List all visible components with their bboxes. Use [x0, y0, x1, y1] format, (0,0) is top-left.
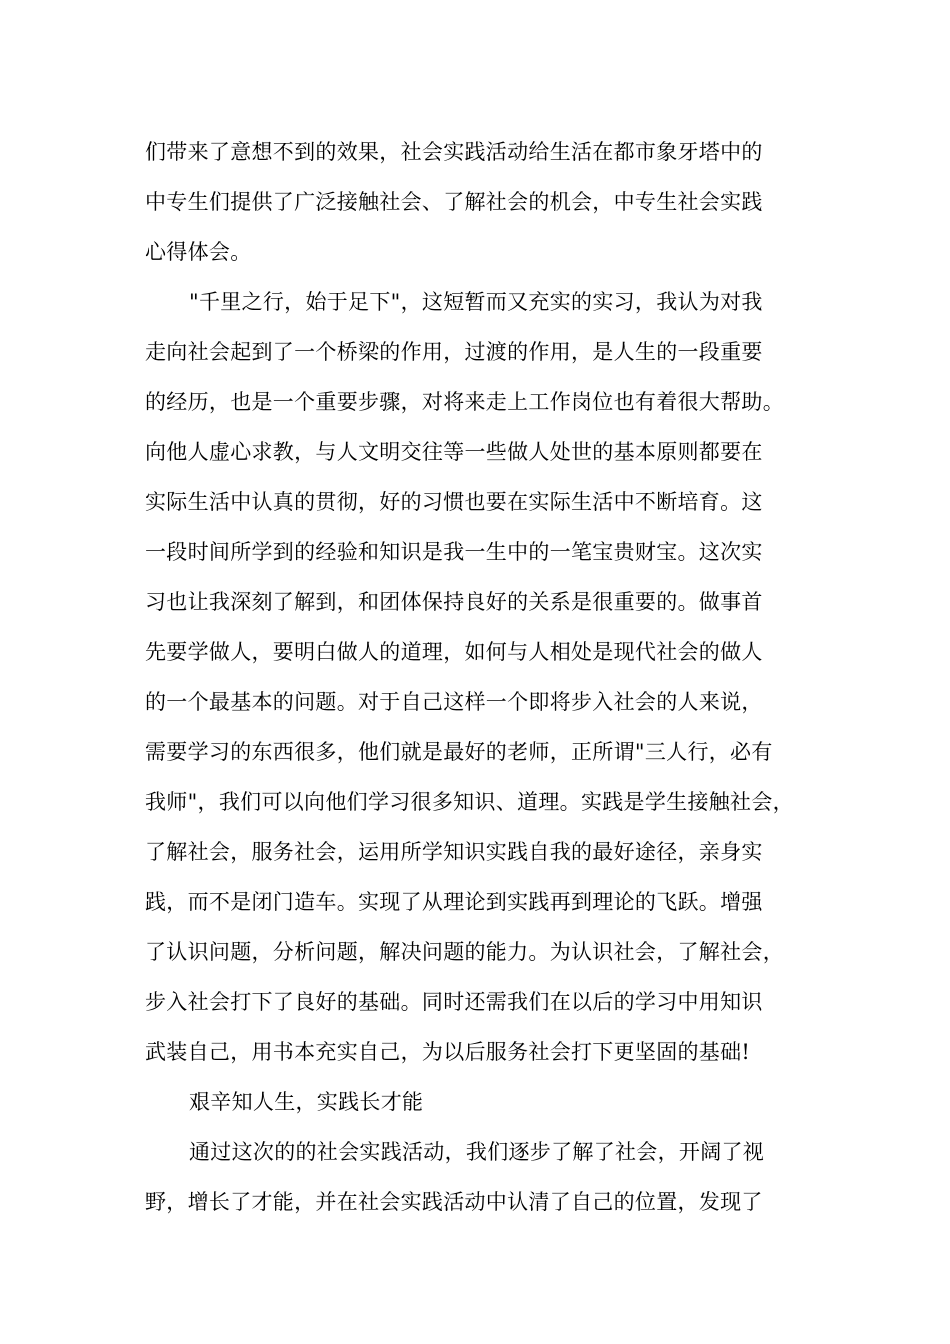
- text-line: 了认识问题，分析问题，解决问题的能力。为认识社会，了解社会，: [145, 940, 784, 964]
- text-line: 中专生们提供了广泛接触社会、了解社会的机会，中专生社会实践: [145, 190, 763, 214]
- paragraph-start-line: "千里之行，始于足下"，这短暂而又充实的实习，我认为对我: [189, 290, 763, 314]
- text-line: 实际生活中认真的贯彻，好的习惯也要在实际生活中不断培育。这: [145, 490, 763, 514]
- text-line: 向他人虚心求教，与人文明交往等一些做人处世的基本原则都要在: [145, 440, 763, 464]
- text-line: 一段时间所学到的经验和知识是我一生中的一笔宝贵财宝。这次实: [145, 540, 763, 564]
- text-line: 步入社会打下了良好的基础。同时还需我们在以后的学习中用知识: [145, 990, 763, 1014]
- text-line: 武装自己，用书本充实自己，为以后服务社会打下更坚固的基础!: [145, 1040, 751, 1064]
- section-heading: 艰辛知人生，实践长才能: [189, 1090, 424, 1114]
- paragraph-start-line: 通过这次的的社会实践活动，我们逐步了解了社会，开阔了视: [189, 1140, 765, 1164]
- text-line: 我师"，我们可以向他们学习很多知识、道理。实践是学生接触社会，: [145, 790, 794, 814]
- text-line: 需要学习的东西很多，他们就是最好的老师，正所谓"三人行，必有: [145, 740, 773, 764]
- text-line: 习也让我深刻了解到，和团体保持良好的关系是很重要的。做事首: [145, 590, 763, 614]
- text-line: 了解社会，服务社会，运用所学知识实践自我的最好途径，亲身实: [145, 840, 763, 864]
- text-line: 们带来了意想不到的效果，社会实践活动给生活在都市象牙塔中的: [145, 140, 763, 164]
- text-line: 的经历，也是一个重要步骤，对将来走上工作岗位也有着很大帮助。: [145, 390, 784, 414]
- text-line: 的一个最基本的问题。对于自己这样一个即将步入社会的人来说，: [145, 690, 763, 714]
- text-line: 践，而不是闭门造车。实现了从理论到实践再到理论的飞跃。增强: [145, 890, 763, 914]
- text-line: 走向社会起到了一个桥梁的作用，过渡的作用，是人生的一段重要: [145, 340, 763, 364]
- text-line: 野，增长了才能，并在社会实践活动中认清了自己的位置，发现了: [145, 1190, 763, 1214]
- text-line: 先要学做人，要明白做人的道理，如何与人相处是现代社会的做人: [145, 640, 763, 664]
- text-line: 心得体会。: [145, 240, 252, 264]
